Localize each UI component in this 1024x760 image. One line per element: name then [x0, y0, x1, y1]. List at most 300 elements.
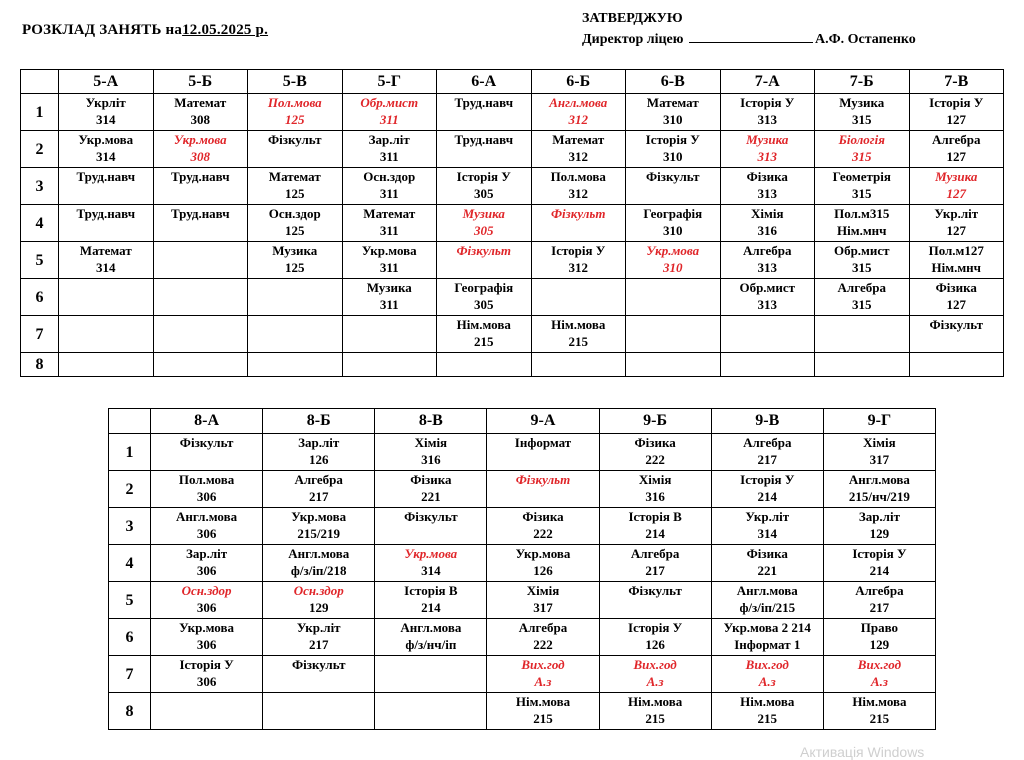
- lesson-cell: [437, 316, 532, 353]
- lesson-number: 2: [21, 131, 59, 168]
- lesson-cell: [815, 94, 910, 131]
- room-number: А.з: [534, 674, 552, 689]
- subject-name: Історія У: [740, 95, 795, 110]
- class-header: 5-Б: [153, 70, 248, 94]
- room-number: Інформат 1: [734, 637, 801, 652]
- lesson-cell: [815, 316, 910, 353]
- subject-name: Укр.мова: [78, 132, 134, 147]
- lesson-cell: [823, 434, 935, 471]
- subject-name: Географія: [454, 280, 514, 295]
- lesson-cell: [711, 545, 823, 582]
- subject-name: Алгебра: [630, 546, 680, 561]
- subject-name: Музика: [746, 132, 789, 147]
- lesson-cell: [59, 205, 154, 242]
- lesson-cell: [823, 471, 935, 508]
- subject-name: Історія У: [929, 95, 984, 110]
- subject-name: Нім.мова: [852, 694, 907, 709]
- room-number: 214: [421, 600, 441, 615]
- room-number: 306: [196, 637, 217, 652]
- subject-name: Біологія: [838, 132, 885, 147]
- subject-name: Вих.год: [745, 657, 789, 672]
- class-header: 7-А: [720, 70, 815, 94]
- lesson-cell: [815, 205, 910, 242]
- lesson-number: 7: [21, 316, 59, 353]
- room-number: 306: [196, 526, 217, 541]
- room-number: 215: [869, 711, 890, 726]
- lesson-cell: [153, 94, 248, 131]
- subject-name: Укр.мова: [291, 509, 347, 524]
- lesson-cell: [342, 94, 437, 131]
- subject-name: Фізика: [410, 472, 452, 487]
- lesson-cell: [626, 279, 721, 316]
- room-number: 127: [946, 186, 966, 201]
- subject-name: Історія У: [179, 657, 234, 672]
- lesson-cell: [823, 619, 935, 656]
- room-number: 311: [379, 297, 399, 312]
- room-number: 316: [757, 223, 777, 238]
- lesson-cell: [151, 471, 263, 508]
- subject-name: Укр.мова: [646, 243, 700, 258]
- room-number: 314: [757, 526, 778, 541]
- lesson-cell: [720, 131, 815, 168]
- lesson-cell: [720, 353, 815, 377]
- lesson-cell: [375, 656, 487, 693]
- lesson-cell: [626, 131, 721, 168]
- subject-name: Нім.мова: [515, 694, 571, 709]
- room-number: 316: [421, 452, 441, 467]
- lesson-cell: [823, 508, 935, 545]
- subject-name: Труд.навч: [170, 206, 230, 221]
- lesson-cell: [487, 434, 599, 471]
- room-number: 126: [308, 452, 329, 467]
- lesson-cell: [909, 168, 1004, 205]
- lesson-cell: [437, 353, 532, 377]
- subject-name: Обр.мист: [833, 243, 890, 258]
- subject-name: Осн.здор: [293, 583, 344, 598]
- lesson-cell: [487, 545, 599, 582]
- schedule-table-grades-8-9: [108, 408, 936, 730]
- lesson-cell: [599, 619, 711, 656]
- subject-name: Пол.м127: [928, 243, 984, 258]
- lesson-cell: [263, 656, 375, 693]
- room-number: 127: [946, 112, 966, 127]
- lesson-cell: [823, 656, 935, 693]
- director-line: [582, 29, 916, 50]
- subject-name: Англ.мова: [288, 546, 350, 561]
- lesson-cell: [815, 168, 910, 205]
- lesson-cell: [153, 205, 248, 242]
- subject-name: Фізкульт: [645, 169, 700, 184]
- room-number: 311: [379, 223, 399, 238]
- subject-name: Фізика: [746, 546, 788, 561]
- room-number: 315: [852, 297, 872, 312]
- lesson-cell: [599, 545, 711, 582]
- subject-name: Нім.мова: [551, 317, 606, 332]
- subject-name: Хімія: [863, 435, 896, 450]
- corner-cell: [109, 409, 151, 434]
- lesson-cell: [248, 279, 343, 316]
- subject-name: Хімія: [638, 472, 672, 487]
- room-number: 222: [533, 637, 553, 652]
- lesson-cell: [153, 316, 248, 353]
- room-number: 127: [946, 297, 966, 312]
- lesson-number: 5: [21, 242, 59, 279]
- lesson-cell: [437, 94, 532, 131]
- room-number: 310: [663, 149, 683, 164]
- title-date: 12.05.2025 р.: [182, 22, 269, 38]
- lesson-cell: [153, 131, 248, 168]
- subject-name: Укр.мова: [361, 243, 417, 258]
- class-header: 9-Г: [823, 409, 935, 434]
- room-number: 214: [869, 563, 890, 578]
- subject-name: Укр.мова: [515, 546, 571, 561]
- room-number: 127: [946, 149, 966, 164]
- lesson-cell: [375, 471, 487, 508]
- lesson-cell: [151, 693, 263, 730]
- lesson-row: [109, 545, 936, 582]
- subject-name: Алгебра: [932, 132, 981, 147]
- subject-name: Алгебра: [855, 583, 904, 598]
- subject-name: Математ: [552, 132, 605, 147]
- subject-name: Фізика: [522, 509, 564, 524]
- subject-name: Вих.год: [521, 657, 565, 672]
- lesson-cell: [59, 242, 154, 279]
- subject-name: Історія У: [740, 472, 795, 487]
- lesson-cell: [151, 545, 263, 582]
- room-number: 311: [379, 149, 399, 164]
- room-number: 222: [645, 452, 665, 467]
- room-number: 217: [308, 637, 329, 652]
- class-header: 7-В: [909, 70, 1004, 94]
- subject-name: Інформат: [514, 435, 572, 450]
- subject-name: Пол.мова: [178, 472, 235, 487]
- class-header: 6-Б: [531, 70, 626, 94]
- subject-name: Нім.мова: [628, 694, 683, 709]
- director-label: Директор ліцею: [582, 32, 684, 47]
- subject-name: Музика: [366, 280, 412, 295]
- lesson-row: [109, 656, 936, 693]
- lesson-cell: [248, 205, 343, 242]
- subject-name: Пол.м315: [834, 206, 890, 221]
- room-number: 312: [568, 186, 588, 201]
- subject-name: Геометрія: [832, 169, 891, 184]
- room-number: 217: [308, 489, 329, 504]
- lesson-cell: [531, 94, 626, 131]
- subject-name: Труд.навч: [76, 169, 136, 184]
- lesson-cell: [263, 508, 375, 545]
- room-number: 305: [474, 297, 494, 312]
- lesson-row: [21, 279, 1004, 316]
- lesson-number: 2: [109, 471, 151, 508]
- subject-name: Музика: [462, 206, 505, 221]
- lesson-cell: [375, 582, 487, 619]
- subject-name: Алгебра: [743, 243, 792, 258]
- subject-name: Вих.год: [633, 657, 677, 672]
- lesson-cell: [342, 205, 437, 242]
- subject-name: Хімія: [751, 206, 784, 221]
- lesson-cell: [531, 316, 626, 353]
- room-number: 222: [533, 526, 553, 541]
- room-number: 125: [285, 223, 305, 238]
- lesson-cell: [531, 168, 626, 205]
- room-number: ф/з/іп/218: [290, 563, 347, 578]
- class-header: 6-А: [437, 70, 532, 94]
- lesson-cell: [720, 279, 815, 316]
- room-number: 125: [285, 112, 305, 127]
- lesson-cell: [437, 168, 532, 205]
- subject-name: Труд.навч: [76, 206, 136, 221]
- lesson-cell: [531, 279, 626, 316]
- room-number: 127: [946, 223, 966, 238]
- lesson-cell: [599, 434, 711, 471]
- class-header: 9-В: [711, 409, 823, 434]
- room-number: 306: [196, 563, 217, 578]
- subject-name: Музика: [272, 243, 318, 258]
- lesson-cell: [599, 582, 711, 619]
- subject-name: Англ.мова: [176, 509, 238, 524]
- room-number: 217: [645, 563, 665, 578]
- lesson-number: 8: [109, 693, 151, 730]
- subject-name: Зар.літ: [858, 509, 900, 524]
- subject-name: Історія У: [551, 243, 606, 258]
- subject-name: Історія У: [645, 132, 700, 147]
- room-number: 315: [852, 149, 872, 164]
- subject-name: Математ: [363, 206, 416, 221]
- room-number: 215/нч/219: [848, 489, 910, 504]
- subject-name: Хімія: [526, 583, 560, 598]
- lesson-cell: [487, 508, 599, 545]
- lesson-cell: [153, 353, 248, 377]
- lesson-row: [109, 582, 936, 619]
- subject-name: Осн.здор: [363, 169, 416, 184]
- subject-name: Зар.літ: [186, 546, 228, 561]
- subject-name: Укр.літ: [745, 509, 790, 524]
- lesson-cell: [59, 131, 154, 168]
- lesson-row: [109, 434, 936, 471]
- room-number: 125: [285, 186, 305, 201]
- room-number: 215: [645, 711, 665, 726]
- lesson-cell: [248, 353, 343, 377]
- subject-name: Фізкульт: [929, 317, 984, 332]
- lesson-cell: [342, 316, 437, 353]
- room-number: 305: [474, 223, 494, 238]
- room-number: 313: [757, 260, 777, 275]
- subject-name: Історія В: [404, 583, 458, 598]
- class-header: 5-А: [59, 70, 154, 94]
- room-number: ф/з/нч/іп: [405, 637, 457, 652]
- room-number: 310: [663, 223, 683, 238]
- room-number: 306: [196, 600, 217, 615]
- subject-name: Географія: [643, 206, 703, 221]
- lesson-number: 1: [109, 434, 151, 471]
- lesson-cell: [248, 131, 343, 168]
- subject-name: Укр.літ: [296, 620, 341, 635]
- lesson-number: 1: [21, 94, 59, 131]
- lesson-cell: [59, 353, 154, 377]
- lesson-cell: [909, 131, 1004, 168]
- subject-name: Математ: [79, 243, 132, 258]
- subject-name: Фізика: [935, 280, 977, 295]
- subject-name: Історія У: [456, 169, 511, 184]
- room-number: 312: [568, 260, 588, 275]
- lesson-row: [21, 168, 1004, 205]
- room-number: 311: [379, 112, 399, 127]
- lesson-cell: [531, 205, 626, 242]
- subject-name: Труд.навч: [170, 169, 230, 184]
- class-header: 5-Г: [342, 70, 437, 94]
- lesson-cell: [342, 131, 437, 168]
- signature-line: [689, 30, 813, 43]
- room-number: 316: [645, 489, 665, 504]
- room-number: 310: [663, 260, 683, 275]
- subject-name: Зар.літ: [298, 435, 340, 450]
- subject-name: Укр.мова: [404, 546, 458, 561]
- lesson-cell: [487, 582, 599, 619]
- lesson-cell: [909, 279, 1004, 316]
- lesson-cell: [815, 353, 910, 377]
- lesson-cell: [823, 582, 935, 619]
- room-number: 217: [757, 452, 778, 467]
- lesson-row: [21, 94, 1004, 131]
- subject-name: Обр.мист: [739, 280, 796, 295]
- room-number: 129: [869, 637, 890, 652]
- lesson-cell: [151, 656, 263, 693]
- lesson-cell: [375, 508, 487, 545]
- lesson-cell: [151, 619, 263, 656]
- lesson-cell: [599, 693, 711, 730]
- room-number: 214: [645, 526, 665, 541]
- room-number: 215: [474, 334, 494, 349]
- subject-name: Фізика: [746, 169, 788, 184]
- room-number: 313: [757, 186, 777, 201]
- lesson-number: 8: [21, 353, 59, 377]
- room-number: 312: [568, 149, 588, 164]
- lesson-cell: [626, 353, 721, 377]
- lesson-cell: [248, 242, 343, 279]
- class-header: 8-В: [375, 409, 487, 434]
- windows-activation-watermark: Активація Windows: [800, 744, 925, 760]
- lesson-number: 6: [21, 279, 59, 316]
- room-number: 314: [96, 112, 116, 127]
- class-header: 9-А: [487, 409, 599, 434]
- subject-name: Труд.навч: [454, 95, 514, 110]
- lesson-cell: [599, 656, 711, 693]
- lesson-cell: [437, 205, 532, 242]
- subject-name: Вих.год: [857, 657, 902, 672]
- table-header-row: [21, 70, 1004, 94]
- lesson-cell: [909, 316, 1004, 353]
- room-number: 217: [869, 600, 890, 615]
- lesson-cell: [909, 353, 1004, 377]
- lesson-cell: [815, 242, 910, 279]
- lesson-cell: [153, 242, 248, 279]
- subject-name: Нім.мова: [456, 317, 511, 332]
- room-number: 125: [285, 260, 305, 275]
- room-number: 317: [533, 600, 553, 615]
- lesson-row: [109, 619, 936, 656]
- room-number: 310: [663, 112, 683, 127]
- lesson-cell: [720, 168, 815, 205]
- subject-name: Право: [860, 620, 899, 635]
- subject-name: Укр.мова: [179, 620, 234, 635]
- room-number: 311: [379, 186, 399, 201]
- subject-name: Фізкульт: [267, 132, 322, 147]
- lesson-cell: [720, 242, 815, 279]
- lesson-cell: [248, 94, 343, 131]
- subject-name: Англ.мова: [549, 95, 608, 110]
- room-number: 312: [568, 112, 588, 127]
- lesson-cell: [531, 242, 626, 279]
- room-number: Нім.мнч: [931, 260, 981, 275]
- room-number: 313: [757, 149, 777, 164]
- lesson-cell: [720, 94, 815, 131]
- lesson-number: 4: [21, 205, 59, 242]
- room-number: А.з: [758, 674, 776, 689]
- lesson-cell: [437, 279, 532, 316]
- lesson-cell: [711, 656, 823, 693]
- corner-cell: [21, 70, 59, 94]
- subject-name: Алгебра: [518, 620, 568, 635]
- lesson-cell: [263, 471, 375, 508]
- room-number: ф/з/іп/215: [739, 600, 796, 615]
- lesson-cell: [487, 619, 599, 656]
- lesson-number: 7: [109, 656, 151, 693]
- director-name: А.Ф. Остапенко: [814, 32, 916, 47]
- subject-name: Алгебра: [837, 280, 886, 295]
- room-number: 221: [757, 563, 778, 578]
- subject-name: Математ: [174, 95, 227, 110]
- lesson-row: [21, 205, 1004, 242]
- class-header: 5-В: [248, 70, 343, 94]
- class-header: 8-А: [151, 409, 263, 434]
- lesson-cell: [626, 168, 721, 205]
- lesson-cell: [59, 316, 154, 353]
- lesson-cell: [151, 508, 263, 545]
- lesson-cell: [711, 471, 823, 508]
- subject-name: Нім.мова: [740, 694, 795, 709]
- lesson-cell: [437, 131, 532, 168]
- lesson-number: 3: [109, 508, 151, 545]
- lesson-cell: [263, 545, 375, 582]
- class-header: 9-Б: [599, 409, 711, 434]
- subject-name: Укр.мова: [173, 132, 227, 147]
- approval-block: [582, 8, 916, 50]
- lesson-cell: [711, 619, 823, 656]
- room-number: 306: [196, 489, 217, 504]
- subject-name: Пол.мова: [267, 95, 322, 110]
- schedule-table-grades-5-7: [20, 69, 1004, 377]
- room-number: 313: [757, 112, 777, 127]
- room-number: 215: [533, 711, 553, 726]
- lesson-cell: [342, 279, 437, 316]
- subject-name: Фізкульт: [291, 657, 346, 672]
- subject-name: Укр.літ: [934, 206, 979, 221]
- lesson-cell: [487, 656, 599, 693]
- lesson-cell: [711, 508, 823, 545]
- subject-name: Музика: [839, 95, 885, 110]
- subject-name: Історія В: [628, 509, 682, 524]
- room-number: 317: [869, 452, 890, 467]
- lesson-cell: [626, 94, 721, 131]
- lesson-cell: [342, 353, 437, 377]
- room-number: 215: [757, 711, 778, 726]
- room-number: 214: [757, 489, 778, 504]
- lesson-cell: [151, 582, 263, 619]
- lesson-row: [109, 471, 936, 508]
- room-number: 306: [196, 674, 217, 689]
- room-number: 308: [190, 149, 210, 164]
- lesson-cell: [487, 471, 599, 508]
